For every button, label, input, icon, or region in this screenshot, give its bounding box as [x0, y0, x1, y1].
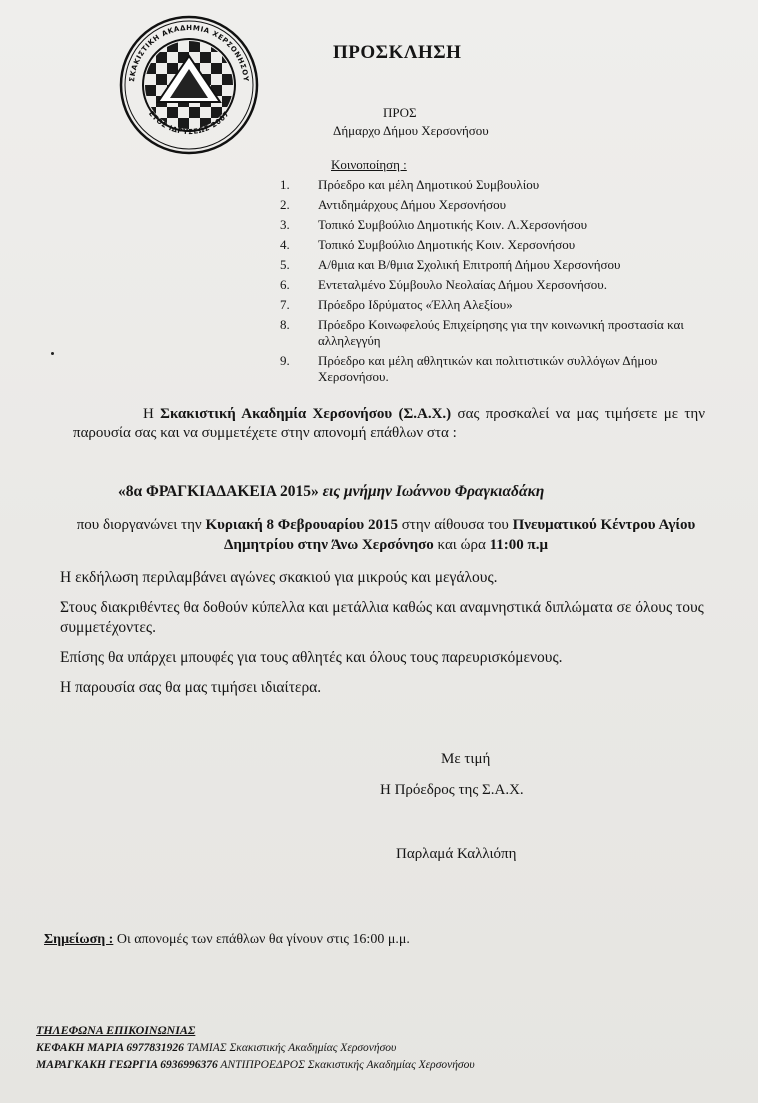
contact-name: ΜΑΡΑΓΚΑΚΗ ΓΕΩΡΓΙΑ 6936996376 [36, 1059, 218, 1071]
event-name: «8α ΦΡΑΓΚΙΑΔΑΚΕΙΑ 2015» [118, 483, 319, 500]
cc-item-text: Τοπικό Συμβούλιο Δημοτικής Κοιν. Λ.Χερσονήσου [318, 217, 588, 232]
contacts-block [36, 1023, 475, 1074]
chessboard-square [222, 74, 233, 85]
cc-item-number: 6. [280, 277, 290, 292]
cc-item-number: 2. [280, 197, 290, 212]
chessboard-square [200, 52, 211, 63]
contact-role: ΑΝΤΙΠΡΟΕΔΡΟΣ Σκακιστικής Ακαδημίας Χερσονήσου [217, 1059, 475, 1071]
chessboard-square [189, 107, 200, 118]
org-prefix: που διοργανώνει την [76, 517, 206, 533]
cc-item [280, 237, 720, 253]
cc-item-number: 9. [280, 353, 290, 368]
contacts-heading: ΤΗΛΕΦΩΝΑ ΕΠΙΚΟΙΝΩΝΙΑΣ [36, 1023, 196, 1037]
signature-closing: Με τιμή [441, 751, 491, 767]
chessboard-square [167, 63, 178, 74]
logo-text-top: ΣΚΑΚΙΣΤΙΚΗ ΑΚΑΔΗΜΙΑ ΧΕΡΣΟΝΗΣΟΥ [128, 23, 250, 83]
org-time-prefix: και ώρα [433, 537, 490, 553]
cc-item-text: Α/θμια και Β/θμια Σχολική Επιτροπή Δήμου Χερσονήσου [318, 257, 621, 272]
cc-heading: Κοινοποίηση : [331, 157, 407, 172]
page-title: ΠΡΟΣΚΛΗΣΗ [333, 42, 462, 63]
organization-paragraph [56, 515, 716, 555]
stray-dot-mark [51, 352, 54, 355]
cc-item-text: Πρόεδρο Ιδρύματος «Έλλη Αλεξίου» [318, 297, 513, 312]
signature-role: Η Πρόεδρος της Σ.Α.Χ. [380, 782, 524, 798]
intro-part1: Η [143, 406, 161, 422]
cc-item [280, 297, 720, 313]
cc-item-number: 4. [280, 237, 290, 252]
cc-item-number: 3. [280, 217, 290, 232]
cc-item-text: Εντεταλμένο Σύμβουλο Νεολαίας Δήμου Χερσονήσου. [318, 277, 607, 292]
cc-item-number: 8. [280, 317, 290, 332]
body-paragraph: Επίσης θα υπάρχει μπουφές για τους αθλητές και όλους τους παρευρισκόμενους. [60, 649, 563, 666]
event-title [118, 483, 544, 501]
body-paragraph: Η εκδήλωση περιλαμβάνει αγώνες σκακιού για μικρούς και μεγάλους. [60, 569, 498, 586]
cc-item-text: Πρόεδρο και μέλη Δημοτικού Συμβουλίου [318, 177, 540, 192]
intro-paragraph [73, 405, 705, 443]
cc-item [280, 277, 720, 293]
note-label: Σημείωση : [44, 932, 114, 947]
chess-academy-logo-icon [118, 14, 260, 156]
contact-role: ΤΑΜΙΑΣ Σκακιστικής Ακαδημίας Χερσονήσου [183, 1042, 397, 1054]
event-date: Κυριακή 8 Φεβρουαρίου 2015 [205, 517, 398, 533]
cc-item [280, 197, 720, 213]
cc-item [280, 257, 720, 273]
contact-row [36, 1040, 475, 1057]
academy-name: Σκακιστική Ακαδημία Χερσονήσου (Σ.Α.Χ.) [160, 406, 452, 422]
cc-list [280, 177, 720, 389]
cc-item-text: Αντιδημάρχους Δήμου Χερσονήσου [318, 197, 507, 212]
signature-name: Παρλαμά Καλλιόπη [396, 846, 517, 862]
logo-text-bottom: ΕΤΟΣ ΙΔΡΥΣΕΩΣ 2007 [146, 109, 232, 137]
chessboard-square [189, 41, 200, 52]
intro-part2: σας προσκαλεί να μας τιμήσετε με την παρουσία σας και να συμμετέχετε στην απονομή επάθλων στα : [73, 406, 706, 441]
note [44, 932, 410, 948]
recipient-label: ΠΡΟΣ [383, 105, 417, 120]
body-paragraphs [60, 568, 730, 708]
cc-item-number: 1. [280, 177, 290, 192]
recipient-name: Δήμαρχο Δήμου Χερσονήσου [333, 123, 489, 138]
contact-row [36, 1057, 475, 1074]
cc-item-text: Τοπικό Συμβούλιο Δημοτικής Κοιν. Χερσονήσου [318, 237, 576, 252]
cc-item-number: 5. [280, 257, 290, 272]
note-text: Οι απονομές των επάθλων θα γίνουν στις 16:00 μ.μ. [113, 932, 410, 947]
event-time: 11:00 π.μ [489, 537, 548, 553]
cc-item [280, 353, 720, 385]
cc-item-text: Πρόεδρο και μέλη αθλητικών και πολιτιστικών συλλόγων Δήμου Χερσονήσου. [318, 353, 658, 384]
chessboard-square [211, 63, 222, 74]
contact-name: ΚΕΦΑΚΗ ΜΑΡΙΑ 6977831926 [36, 1042, 184, 1054]
org-mid: στην αίθουσα του [397, 517, 513, 533]
cc-item [280, 217, 720, 233]
body-paragraph: Η παρουσία σας θα μας τιμήσει ιδιαίτερα. [60, 679, 322, 696]
chessboard-square [156, 74, 167, 85]
event-venue: Πνευματικού Κέντρου Αγίου Δημητρίου στην Άνω Χερσόνησο [224, 517, 696, 553]
event-memorial: εις μνήμην Ιωάννου Φραγκιαδάκη [318, 483, 545, 500]
cc-item-number: 7. [280, 297, 290, 312]
chessboard-square [156, 52, 167, 63]
cc-item [280, 317, 720, 349]
chessboard-square [145, 85, 156, 96]
body-paragraph: Στους διακριθέντες θα δοθούν κύπελλα και μετάλλια καθώς και αναμνηστικά διπλώματα σε όλους τους συμμετέχοντες. [60, 599, 704, 636]
chessboard-square [167, 107, 178, 118]
cc-item [280, 177, 720, 193]
cc-item-text: Πρόεδρο Κοινωφελούς Επιχείρησης για την κοινωνική προστασία και αλληλεγγύη [318, 317, 684, 348]
